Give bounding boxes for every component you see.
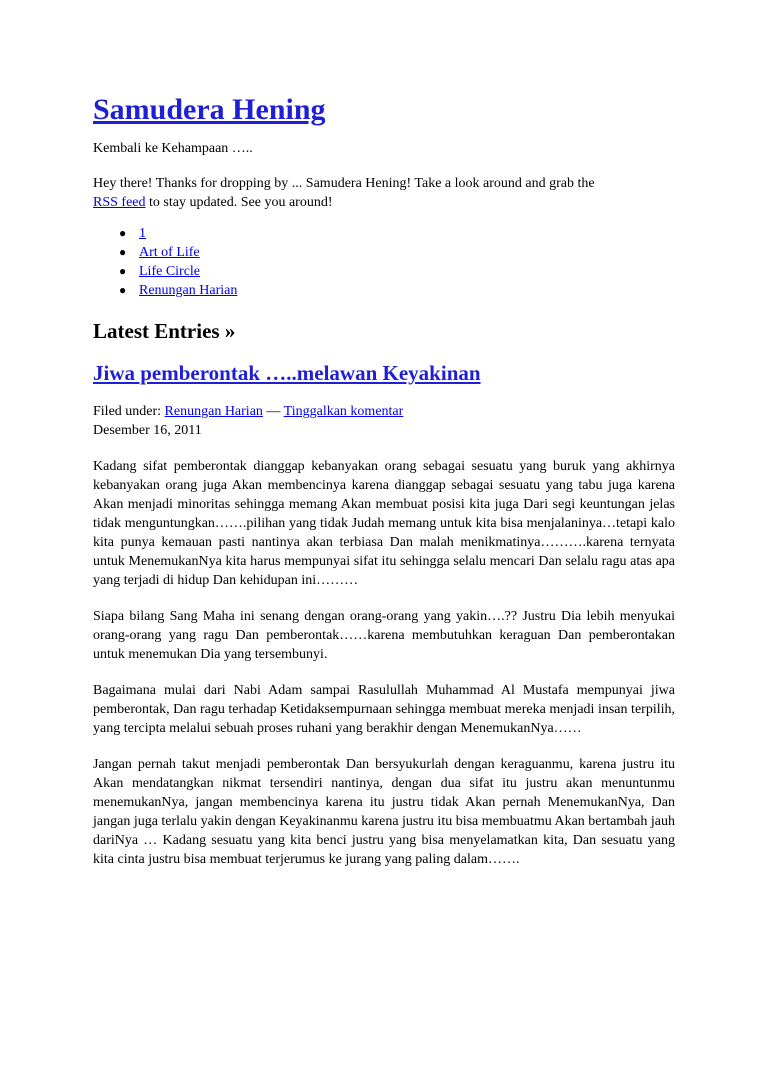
meta-separator: — (262, 404, 284, 419)
bullet-icon: ● (119, 283, 127, 297)
nav-link-renungan-harian[interactable]: Renungan Harian (139, 283, 238, 298)
nav-list (93, 224, 675, 300)
filed-under-label: Filed under: (93, 404, 165, 419)
rss-feed-link[interactable]: RSS feed (93, 195, 146, 210)
post-paragraph-4: Jangan pernah takut menjadi pemberontak Dan bersyukurlah dengan keraguanmu, karena justru itu Akan mendatangkan nikmat tersendiri nantinya, dengan dua sifat itu justru akan menuntunmu menemukanNya, jangan membencinya karena itu justru tidak Akan pernah MenemukanNya, Dan jangan juga terlalu yakin dengan Keyakinanmu karena justru itu bisa membuatmu Akan bertambah jauh dariNya … Kadang sesuatu yang kita benci justru yang bisa menyelamatkan kita, Dan sesuatu yang kita cinta justru bisa membuat terjerumus ke jurang yang paling dalam……. (93, 757, 675, 867)
post-meta (93, 402, 675, 440)
post-paragraph-2: Siapa bilang Sang Maha ini senang dengan orang-orang yang yakin….?? Justru Dia lebih menyukai orang-orang yang ragu Dan pemberontak……karena membutuhkan keraguan Dan pemberontakan untuk menemukan Dia yang tersembunyi. (93, 609, 675, 662)
post-title-link[interactable]: Jiwa pemberontak …..melawan Keyakinan (93, 361, 481, 385)
category-link[interactable]: Renungan Harian (164, 404, 263, 419)
nav-link-life-circle[interactable]: Life Circle (139, 264, 201, 279)
site-title-link[interactable]: Samudera Hening (93, 93, 326, 126)
intro-text-after: to stay updated. See you around! (145, 195, 333, 210)
nav-link-1[interactable]: 1 (139, 226, 146, 241)
post-paragraph-1: Kadang sifat pemberontak dianggap kebanyakan orang sebagai sesuatu yang buruk yang akhirnya kebanyakan orang juga Akan membencinya karena dianggap sebagai sesuatu yang tabu juga karena Akan menjadi minoritas sehingga memang Akan membuat posisi kita juga Dari segi keuntungan jelas tidak menguntungkan…….pilihan yang tidak Judah memang untuk kita bisa menjalaninya…tetapi kalo kita punya kemauan pasti nantinya akan terbiasa Dan malah menikmatinya……….karena ternyata untuk MenemukanNya kita harus mempunyai sifat itu sehingga selalu mencari Dan selalu ragu atas apa yang terjadi di hidup Dan kehidupan ini……… (93, 459, 675, 588)
intro-text-before: Hey there! Thanks for dropping by ... Samudera Hening! Take a look around and grab the (93, 176, 595, 191)
nav-item-life-circle (119, 262, 675, 281)
nav-item-1 (119, 224, 675, 243)
leave-comment-link[interactable]: Tinggalkan komentar (283, 404, 404, 419)
post-date: Desember 16, 2011 (93, 423, 202, 438)
nav-item-renungan-harian (119, 281, 675, 300)
intro-text (93, 174, 675, 212)
nav-link-art-of-life[interactable]: Art of Life (139, 245, 200, 260)
post-paragraph-3: Bagaimana mulai dari Nabi Adam sampai Rasulullah Muhammad Al Mustafa mempunyai jiwa pemberontak, Dan ragu terhadap Ketidaksempurnaan sehingga membuat mereka menjadi insan terpilih, yang tercipta melalui sebuah proses ruhani yang berakhir dengan MenemukanNya…… (93, 683, 675, 736)
latest-entries-heading: Latest Entries » (93, 319, 236, 343)
bullet-icon: ● (119, 226, 127, 240)
site-tagline: Kembali ke Kehampaan ….. (93, 141, 253, 156)
nav-item-art-of-life (119, 243, 675, 262)
bullet-icon: ● (119, 245, 127, 259)
bullet-icon: ● (119, 264, 127, 278)
